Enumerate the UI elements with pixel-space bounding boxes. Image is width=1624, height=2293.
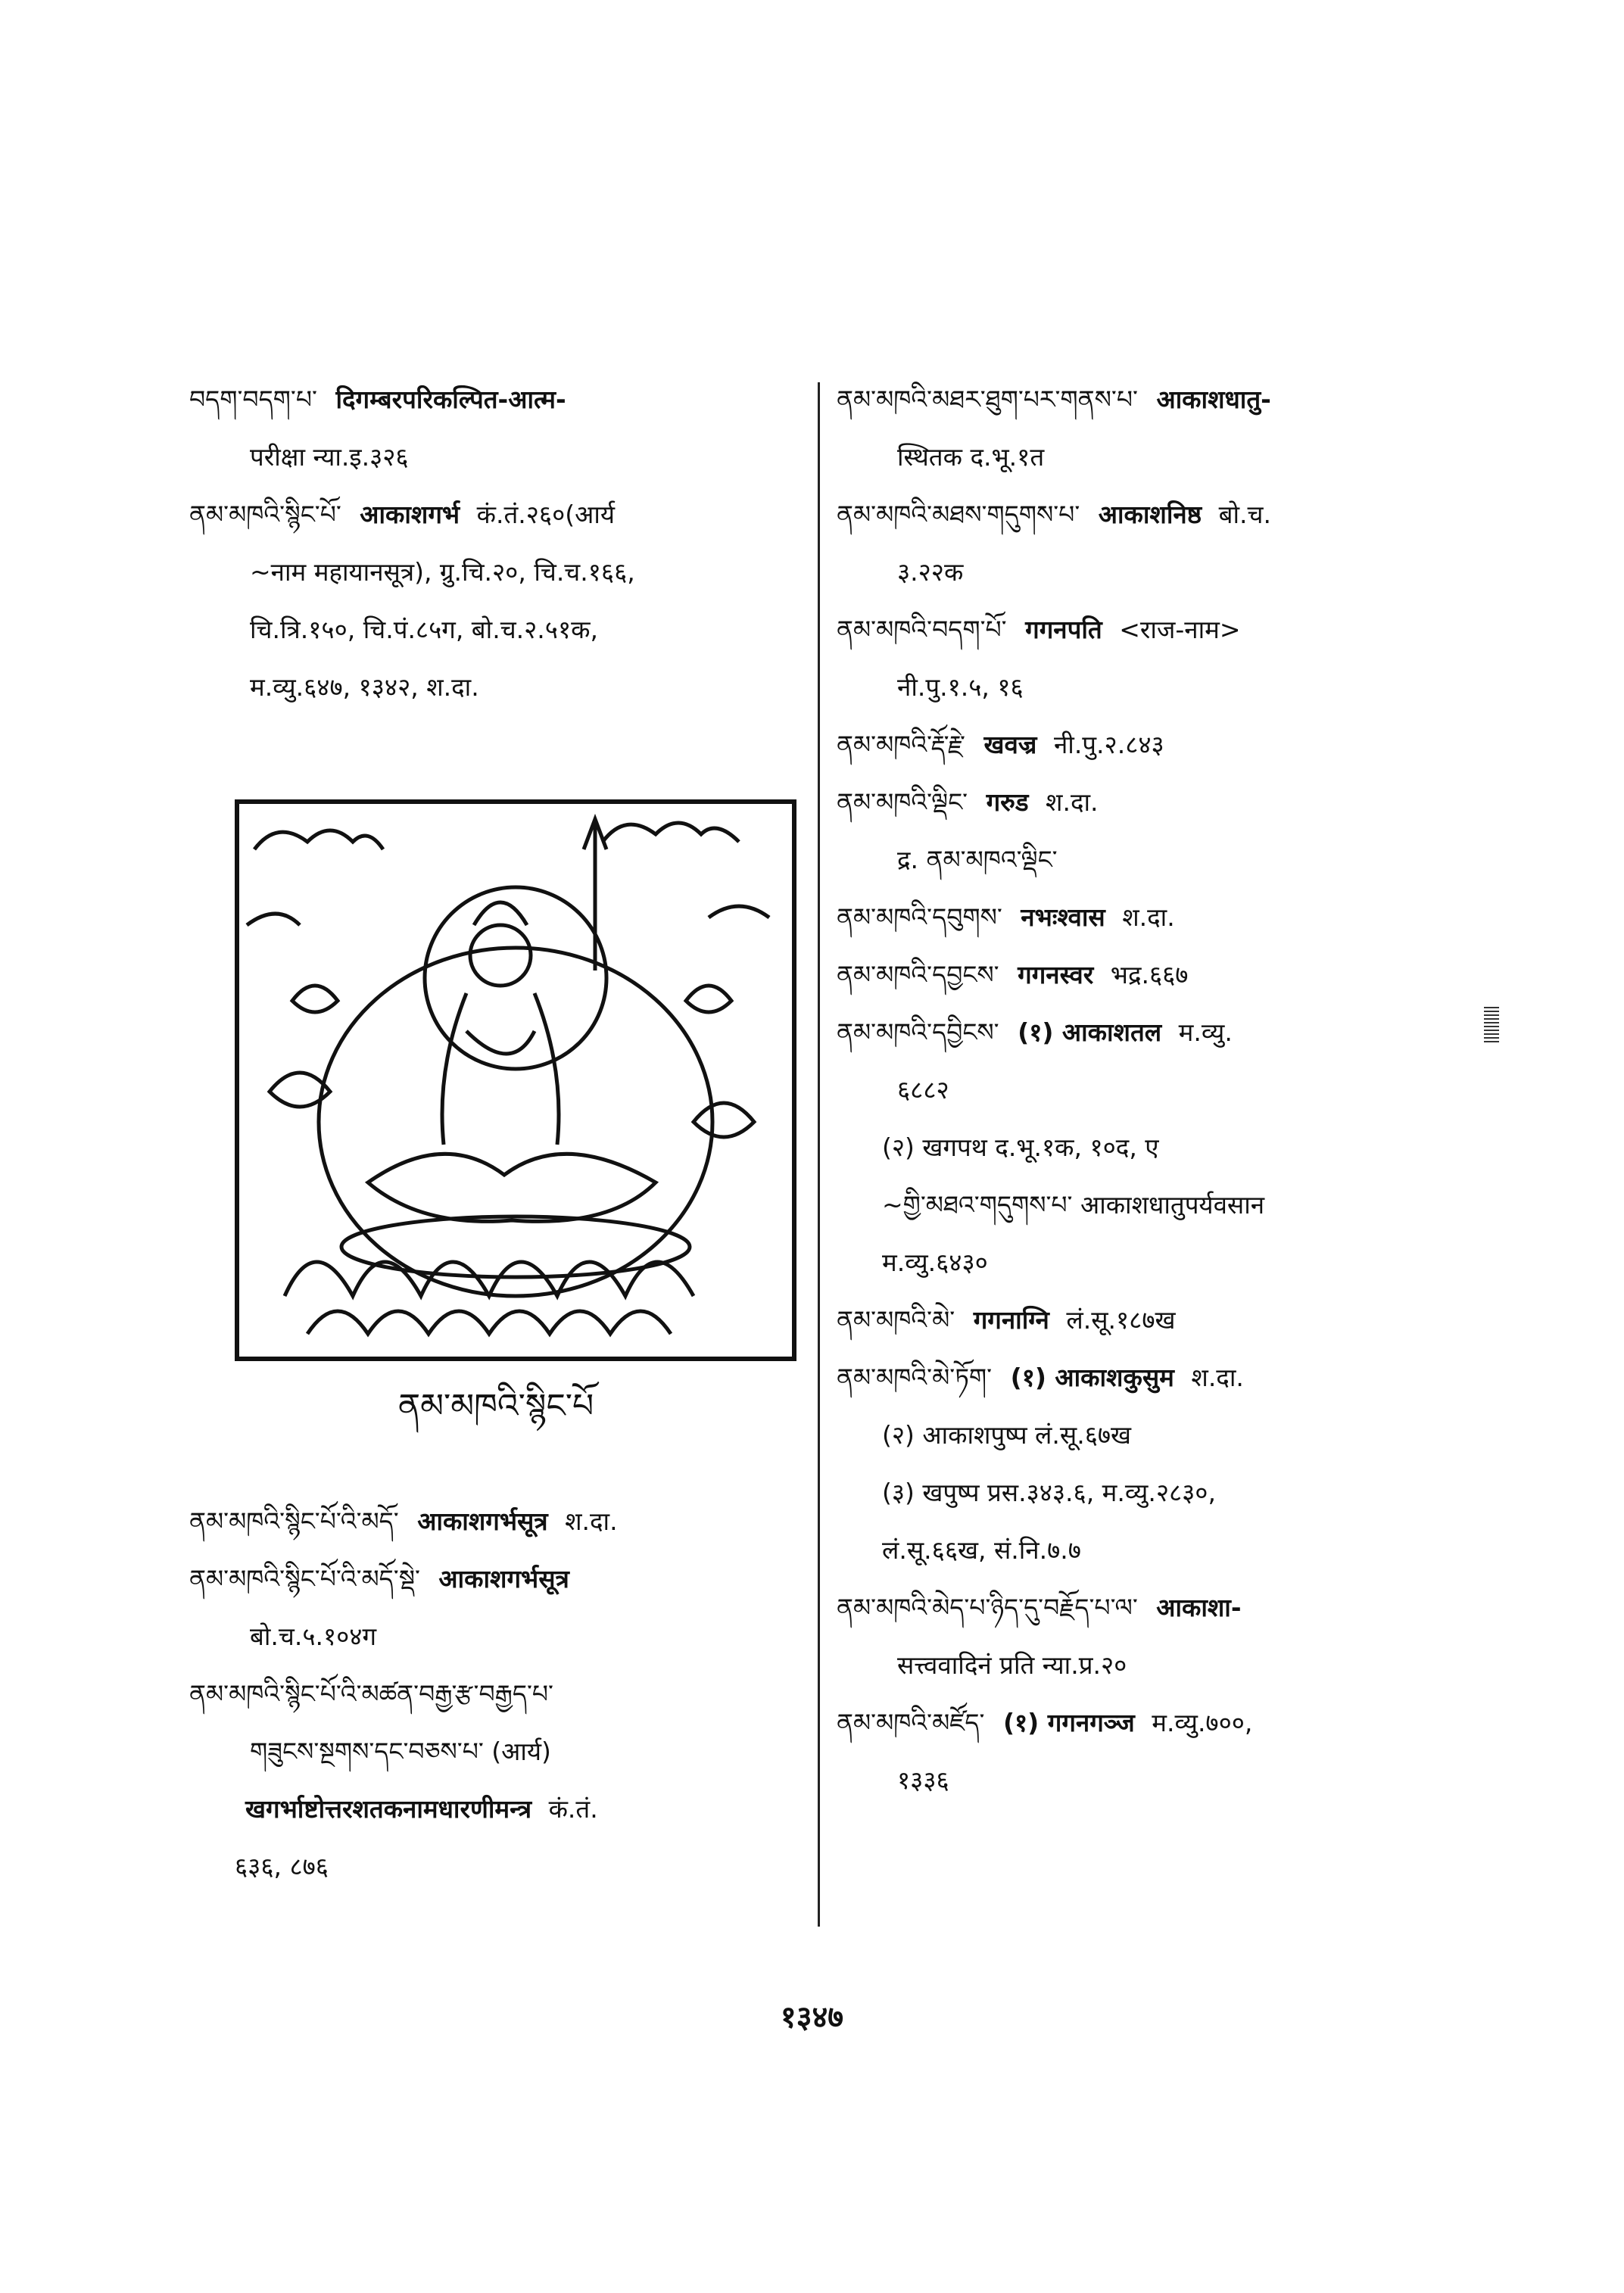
dictionary-entry (189, 1550, 803, 1665)
dictionary-entry (837, 774, 1442, 889)
entry-continuation: लं.सू.६६ख, सं.नि.७.७ (882, 1535, 1081, 1565)
tibetan-headword: ནམ་མཁའི་ལྡིང་ (837, 787, 968, 817)
tibetan-headword: ནམ་མཁའི་མཐས་གདུགས་པ་ (837, 500, 1080, 529)
page-number: १३४७ (780, 2000, 844, 2035)
entry-continuation: ६३६, ८७६ (235, 1852, 329, 1881)
left-column (189, 371, 803, 1896)
sanskrit-equivalent: (१) आकाशकुसुम (1010, 1363, 1174, 1392)
sanskrit-equivalent: (१) आकाशतल (1018, 1017, 1162, 1047)
akashagarbha-figure-icon (239, 804, 792, 1357)
tibetan-headword: ནམ་མཁའི་མཐར་ཐུག་པར་གནས་པ་ (837, 385, 1138, 414)
entry-continuation: सत्त्ववादिनं प्रति न्या.प्र.२० (897, 1650, 1127, 1680)
deity-illustration (235, 799, 796, 1361)
tibetan-headword: ནམ་མཁའི་རྡོ་རྗེ་ (837, 730, 965, 759)
sanskrit-equivalent: गगनाग्नि (973, 1305, 1049, 1335)
sanskrit-equivalent: नभःश्वास (1021, 902, 1105, 932)
sub-sense: (२) आकाशपुष्प लं.सू.६७ख (882, 1420, 1132, 1450)
dictionary-entry (189, 371, 803, 486)
tibetan-headword: ནམ་མཁའི་སྙིང་པོ་འི་མདོ་སྡེ་ (189, 1564, 420, 1594)
entry-continuation: གཟུངས་སྔགས་དང་བཅས་པ་ (आर्य) (250, 1737, 551, 1766)
entry-continuation: बो.च.५.१०४ग (250, 1622, 377, 1651)
tibetan-headword: ནམ་མཁའི་དབྱངས་ (837, 960, 999, 989)
tibetan-headword: ནམ་མཁའི་མཛོད་ (837, 1708, 985, 1737)
tibetan-headword: བདག་བདག་པ་ (189, 385, 317, 414)
entry-continuation: चि.त्रि.१५०, चि.पं.८५ग, बो.च.२.५१क, (250, 615, 598, 644)
entry-continuation: म.व्यु.६४३० (882, 1248, 988, 1277)
dictionary-entry (837, 889, 1442, 946)
dictionary-entry (837, 1291, 1442, 1349)
sanskrit-equivalent: गरुड (986, 787, 1029, 817)
sanskrit-equivalent: आकाशधातु- (1156, 385, 1271, 414)
source-reference: भद्र.६६७ (1110, 960, 1189, 989)
sanskrit-equivalent: आकाशगर्भसूत्र (438, 1564, 569, 1594)
source-reference: लं.सू.१८७ख (1066, 1305, 1176, 1335)
dictionary-entry (837, 1579, 1442, 1694)
sub-sense: (२) खगपथ द.भू.१क, १०द, ए (882, 1132, 1159, 1162)
sanskrit-equivalent: आकाशा- (1156, 1593, 1242, 1622)
tibetan-headword: ནམ་མཁའི་དབྱིངས་ (837, 1017, 999, 1047)
source-reference: म.व्यु.७००, (1152, 1708, 1253, 1737)
scan-edge-mark (1484, 1007, 1499, 1045)
source-reference: श.दा. (1191, 1363, 1244, 1392)
dictionary-entry (189, 486, 803, 716)
tibetan-headword: ནམ་མཁའི་སྙིང་པོ་ (189, 500, 341, 529)
entry-continuation: नी.पु.१.५, १६ (897, 672, 1024, 702)
source-reference: श.दा. (1122, 902, 1175, 932)
sanskrit-equivalent: दिगम्बरपरिकल्पित-आत्म- (335, 385, 566, 414)
cross-reference: द्र. ནམ་མཁའ་ལྡིང་ (897, 845, 1058, 874)
entry-continuation: ~नाम महायानसूत्र), ग्रु.चि.२०, चि.च.१६६, (250, 557, 635, 587)
source-reference: कं.तं. (548, 1794, 598, 1824)
dictionary-entry (837, 1349, 1442, 1407)
source-reference: बो.च. (1218, 500, 1271, 529)
entry-continuation: म.व्यु.६४७, १३४२, श.दा. (250, 672, 479, 702)
tibetan-headword: ནམ་མཁའི་སྙིང་པོ་འི་མདོ་ (189, 1506, 399, 1536)
dictionary-entry (837, 946, 1442, 1004)
sub-sense: (३) खपुष्प प्रस.३४३.६, म.व्यु.२८३०, (882, 1478, 1216, 1507)
entry-continuation: परीक्षा न्या.इ.३२६ (250, 442, 409, 472)
source-reference: म.व्यु. (1178, 1017, 1233, 1047)
dictionary-entry (837, 716, 1442, 774)
source-reference: <राज-नाम> (1119, 615, 1241, 644)
sanskrit-equivalent: खगर्भाष्टोत्तरशतकनामधारणीमन्त्र (245, 1794, 532, 1824)
tibetan-headword: ནམ་མཁའི་མེ་ཏོག་ (837, 1363, 993, 1392)
entry-continuation: ३.२२क (897, 557, 964, 587)
source-reference: श.दा. (1046, 787, 1099, 817)
column-divider (818, 382, 820, 1927)
sub-entry: ~གྱི་མཐའ་གདུགས་པ་ आकाशधातुपर्यवसान (882, 1190, 1265, 1220)
sanskrit-equivalent: आकाशगर्भसूत्र (417, 1506, 548, 1536)
tibetan-headword: ནམ་མཁའི་སྙིང་པོ་འི་མཚན་བརྒྱ་རྩ་བརྒྱད་པ་ (189, 1679, 553, 1709)
dictionary-entry (837, 1694, 1442, 1809)
dictionary-entry (189, 1493, 803, 1550)
right-column (837, 371, 1442, 1809)
tibetan-headword: ནམ་མཁའི་དབུགས་ (837, 902, 1002, 932)
source-reference: श.दा. (565, 1506, 618, 1536)
dictionary-entry (837, 1004, 1442, 1119)
dictionary-entry (837, 601, 1442, 716)
entry-continuation: ६८८२ (897, 1075, 949, 1104)
dictionary-entry (189, 1665, 803, 1896)
source-reference: नी.पु.२.८४३ (1053, 730, 1164, 759)
dictionary-entry (837, 371, 1442, 486)
sanskrit-equivalent: गगनपति (1025, 615, 1102, 644)
figure-caption: ནམ་མཁའི་སྙིང་པོ (397, 1387, 594, 1425)
entry-continuation: स्थितक द.भू.१त (897, 442, 1045, 472)
sanskrit-equivalent: खवज्र (983, 730, 1037, 759)
tibetan-headword: ནམ་མཁའི་བདག་པོ་ (837, 615, 1007, 644)
sanskrit-equivalent: गगनस्वर (1018, 960, 1094, 989)
sanskrit-equivalent: (१) गगनगञ्ज (1002, 1708, 1135, 1737)
sanskrit-equivalent: आकाशगर्भ (360, 500, 460, 529)
dictionary-entry (837, 486, 1442, 601)
source-reference: कं.तं.२६०(आर्य (476, 500, 615, 529)
entry-continuation: १३३६ (897, 1765, 949, 1795)
tibetan-headword: ནམ་མཁའི་མེད་པ་ཉིད་དུ་བརྗོད་པ་ལ་ (837, 1593, 1138, 1622)
entry-continuation (189, 1781, 803, 1838)
sanskrit-equivalent: आकाशनिष्ठ (1098, 500, 1202, 529)
tibetan-headword: ནམ་མཁའི་མེ་ (837, 1305, 955, 1335)
